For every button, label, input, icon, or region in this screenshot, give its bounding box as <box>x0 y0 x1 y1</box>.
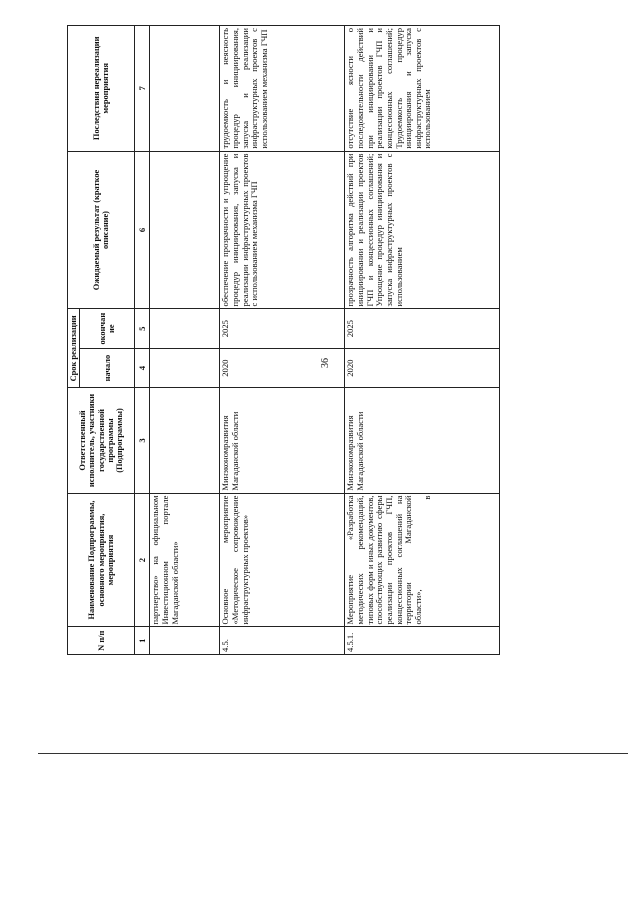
measures-table <box>67 25 500 655</box>
row-end: 2025 <box>345 309 500 348</box>
row-result: обеспечение прозрачности и упрощение процедур инициирования, запуска и реализации инфраструктурных проектов с использованием механизма ГЧП <box>220 151 345 309</box>
table-row <box>220 26 345 655</box>
rotated-table-container <box>67 25 462 655</box>
index-cell: 7 <box>135 26 150 152</box>
row-name: Основное мероприятие «Методическое сопровождение инфраструктурных проектов» <box>220 493 345 627</box>
row-name-tail: в <box>422 495 433 500</box>
row-result: прозрачность алгоритма действий при инициировании и реализации проектов ГЧП и концессионных соглашений; Упрощение процедур инициирования и запуска инфраструктурных проектов с использованием <box>345 151 500 309</box>
row-executor <box>150 388 220 493</box>
page-divider <box>38 753 628 754</box>
row-consequences <box>150 26 220 152</box>
index-row <box>135 26 150 655</box>
header-end: окончание <box>80 309 135 348</box>
page-number: 36 <box>320 358 331 368</box>
index-cell: 2 <box>135 493 150 627</box>
row-name <box>345 493 500 627</box>
row-executor: Минэкономразвития Магаданской области <box>345 388 500 493</box>
row-name: партнерство» на официальном Инвестиционном портале Магаданской области» <box>150 493 220 627</box>
table-row <box>150 26 220 655</box>
row-num: 4.5.1. <box>345 627 500 655</box>
row-start: 2020 <box>220 348 345 387</box>
row-end <box>150 309 220 348</box>
header-consequences: Последствия нереализации мероприятия <box>68 26 135 152</box>
header-num: N п/п <box>68 627 135 655</box>
row-num: 4.5. <box>220 627 345 655</box>
row-num <box>150 627 220 655</box>
header-name: Наименование Подпрограммы, основного мероприятия, мероприятия <box>68 493 135 627</box>
table-row <box>345 26 500 655</box>
index-cell: 6 <box>135 151 150 309</box>
row-consequences: отсутствие ясности о последовательности действий при инициировании и реализации проектов ГЧП и концессионных соглашений; Трудоемкость процедур инициирования и запуска инфраструктурных проектов с использованием <box>345 26 500 152</box>
row-start: 2020 <box>345 348 500 387</box>
header-row <box>68 26 80 655</box>
header-start: начало <box>80 348 135 387</box>
row-end: 2025 <box>220 309 345 348</box>
index-cell: 1 <box>135 627 150 655</box>
header-executor: Ответственный исполнитель, участники государственной программы (Подпрограммы) <box>68 388 135 493</box>
row-start <box>150 348 220 387</box>
row-executor: Минэкономразвития Магаданской области <box>220 388 345 493</box>
index-cell: 4 <box>135 348 150 387</box>
index-cell: 3 <box>135 388 150 493</box>
row-result <box>150 151 220 309</box>
index-cell: 5 <box>135 309 150 348</box>
row-consequences: трудоемкость и неясность процедур инициирования, запуска и реализации инфраструктурных проектов с использованием механизма ГЧП <box>220 26 345 152</box>
header-result: Ожидаемый результат (краткое описание) <box>68 151 135 309</box>
row-name-text: Мероприятие «Разработка методических рекомендаций, типовых форм и иных документов, способствующих развитию сферы реализации проектов ГЧП, концессионных соглашений на территории Магаданской области», <box>345 495 423 625</box>
header-period: Срок реализации <box>68 309 80 388</box>
